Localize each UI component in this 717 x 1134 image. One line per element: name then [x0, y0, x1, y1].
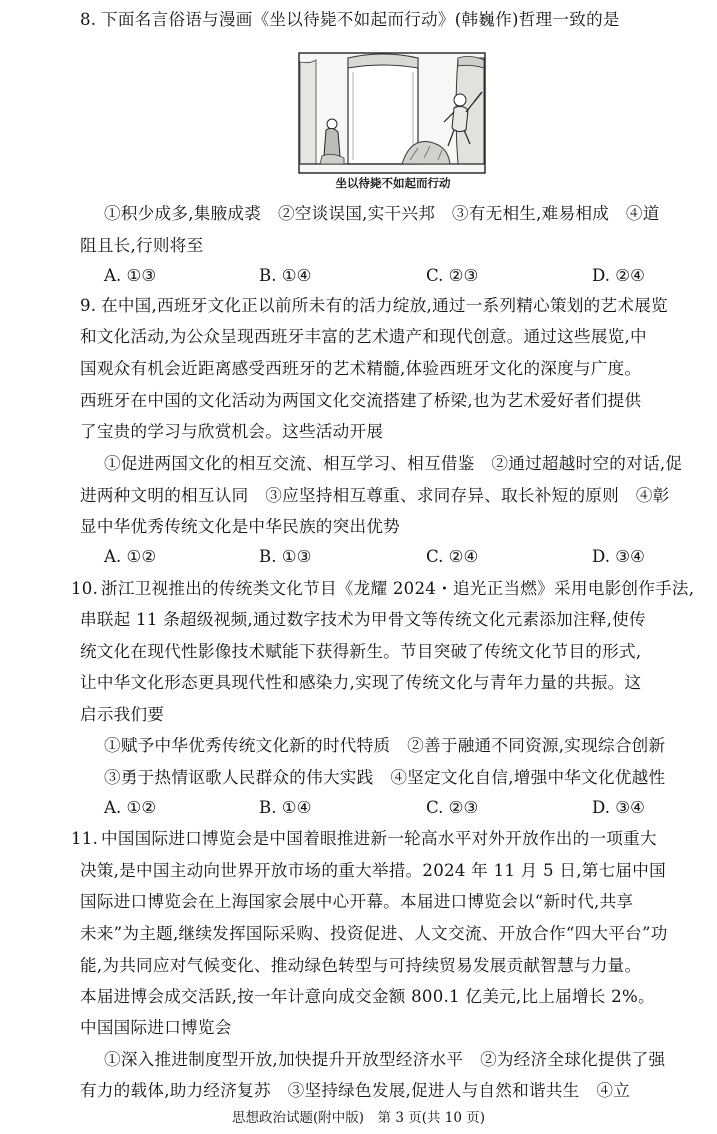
q11-statements-line-2: 有力的载体,助力经济复苏 ③坚持绿色发展,促进人与自然和谐共生 ④立: [80, 1081, 631, 1100]
q10-statements-line-1: ①赋予中华优秀传统文化新的时代特质 ②善于融通不同资源,实现综合创新: [104, 736, 666, 755]
q11-stem-line-3: 国际进口博览会在上海国家会展中心开幕。本届进口博览会以“新时代,共享: [80, 892, 634, 911]
q9-statements-line-1: ①促进两国文化的相互交流、相互学习、相互借鉴 ②通过超越时空的对话,促: [104, 454, 683, 473]
q9-stem-line-3: 国观众有机会近距离感受西班牙的艺术精髓,体验西班牙文化的深度与广度。: [80, 359, 642, 378]
q9-stem-line-4: 西班牙在中国的文化活动为两国文化交流搭建了桥梁,也为艺术爱好者们提供: [80, 391, 642, 410]
q11-stem-line-4: 未来”为主题,继续发挥国际采购、投资促进、人文交流、开放合作“四大平台”功: [80, 924, 668, 943]
q10-number: 10.: [71, 579, 99, 598]
q9-options: [104, 547, 664, 569]
q10-option-c[interactable]: C. ②③: [426, 798, 479, 817]
q8-option-c[interactable]: C. ②③: [426, 266, 479, 285]
q10-stem-line-3: 统文化在现代性影像技术赋能下获得新生。节目突破了传统文化节目的形式,: [80, 642, 642, 661]
q8-option-d[interactable]: D. ②④: [592, 266, 646, 285]
page-footer: 思想政治试题(附中版) 第 3 页(共 10 页): [232, 1110, 485, 1126]
q10-stem-line-2: 串联起 11 条超级视频,通过数字技术为甲骨文等传统文化元素添加注释,使传: [80, 610, 646, 629]
q10-option-a[interactable]: A. ①②: [104, 798, 157, 817]
q9-stem-line-2: 和文化活动,为公众呈现西班牙丰富的艺术遗产和现代创意。通过这些展览,中: [80, 327, 647, 346]
q11-stem-line-2: 决策,是中国主动向世界开放市场的重大举措。2024 年 11 月 5 日,第七届中国: [80, 861, 666, 880]
q9-option-b[interactable]: B. ①③: [259, 547, 312, 566]
q11-statements-line-1: ①深入推进制度型开放,加快提升开放型经济水平 ②为经济全球化提供了强: [104, 1050, 666, 1069]
q11-stem-line-1: 中国国际进口博览会是中国着眼推进新一轮高水平对外开放作出的一项重大: [101, 829, 657, 848]
cartoon-illustration: [298, 52, 486, 174]
cartoon-caption: 坐以待毙不如起而行动: [335, 176, 451, 190]
q10-options: [104, 798, 664, 820]
q10-stem-line-4: 让中华文化形态更具现代性和感染力,实现了传统文化与青年力量的共振。这: [80, 673, 642, 692]
q8-option-b[interactable]: B. ①④: [259, 266, 312, 285]
q10-option-d[interactable]: D. ③④: [592, 798, 646, 817]
q9-statements-line-2: 进两种文明的相互认同 ③应坚持相互尊重、求同存异、取长补短的原则 ④彰: [80, 486, 670, 505]
q8-stem: 下面名言俗语与漫画《坐以待毙不如起而行动》(韩巍作)哲理一致的是: [101, 10, 620, 29]
q9-option-d[interactable]: D. ③④: [592, 547, 646, 566]
q9-option-a[interactable]: A. ①②: [104, 547, 157, 566]
q11-number: 11.: [71, 829, 99, 848]
q9-number: 9.: [80, 296, 97, 315]
q10-stem-line-1: 浙江卫视推出的传统类文化节目《龙耀 2024・追光正当燃》采用电影创作手法,: [101, 579, 695, 598]
q8-statements-line-2: 阻且长,行则将至: [80, 236, 204, 255]
q10-statements-line-2: ③勇于热情讴歌人民群众的伟大实践 ④坚定文化自信,增强中华文化优越性: [104, 768, 666, 787]
q11-stem-line-7: 中国国际进口博览会: [80, 1018, 232, 1037]
q11-stem-line-5: 能,为共同应对气候变化、推动绿色转型与可持续贸易发展贡献智慧与力量。: [80, 956, 642, 975]
q8-option-a[interactable]: A. ①③: [104, 266, 157, 285]
q8-statements-line-1: ①积少成多,集腋成裘 ②空谈误国,实干兴邦 ③有无相生,难易相成 ④道: [104, 204, 660, 223]
q9-stem-line-5: 了宝贵的学习与欣赏机会。这些活动开展: [80, 422, 384, 441]
q8-options: [104, 266, 664, 288]
q9-stem-line-1: 在中国,西班牙文化正以前所未有的活力绽放,通过一系列精心策划的艺术展览: [101, 296, 668, 315]
q8-number: 8.: [80, 10, 97, 29]
q9-statements-line-3: 显中华优秀传统文化是中华民族的突出优势: [80, 517, 401, 536]
q11-stem-line-6: 本届进博会成交活跃,按一年计意向成交金额 800.1 亿美元,比上届增长 2%。: [80, 987, 655, 1006]
q10-option-b[interactable]: B. ①④: [259, 798, 312, 817]
q9-option-c[interactable]: C. ②④: [426, 547, 479, 566]
q10-stem-line-5: 启示我们要: [80, 705, 165, 724]
